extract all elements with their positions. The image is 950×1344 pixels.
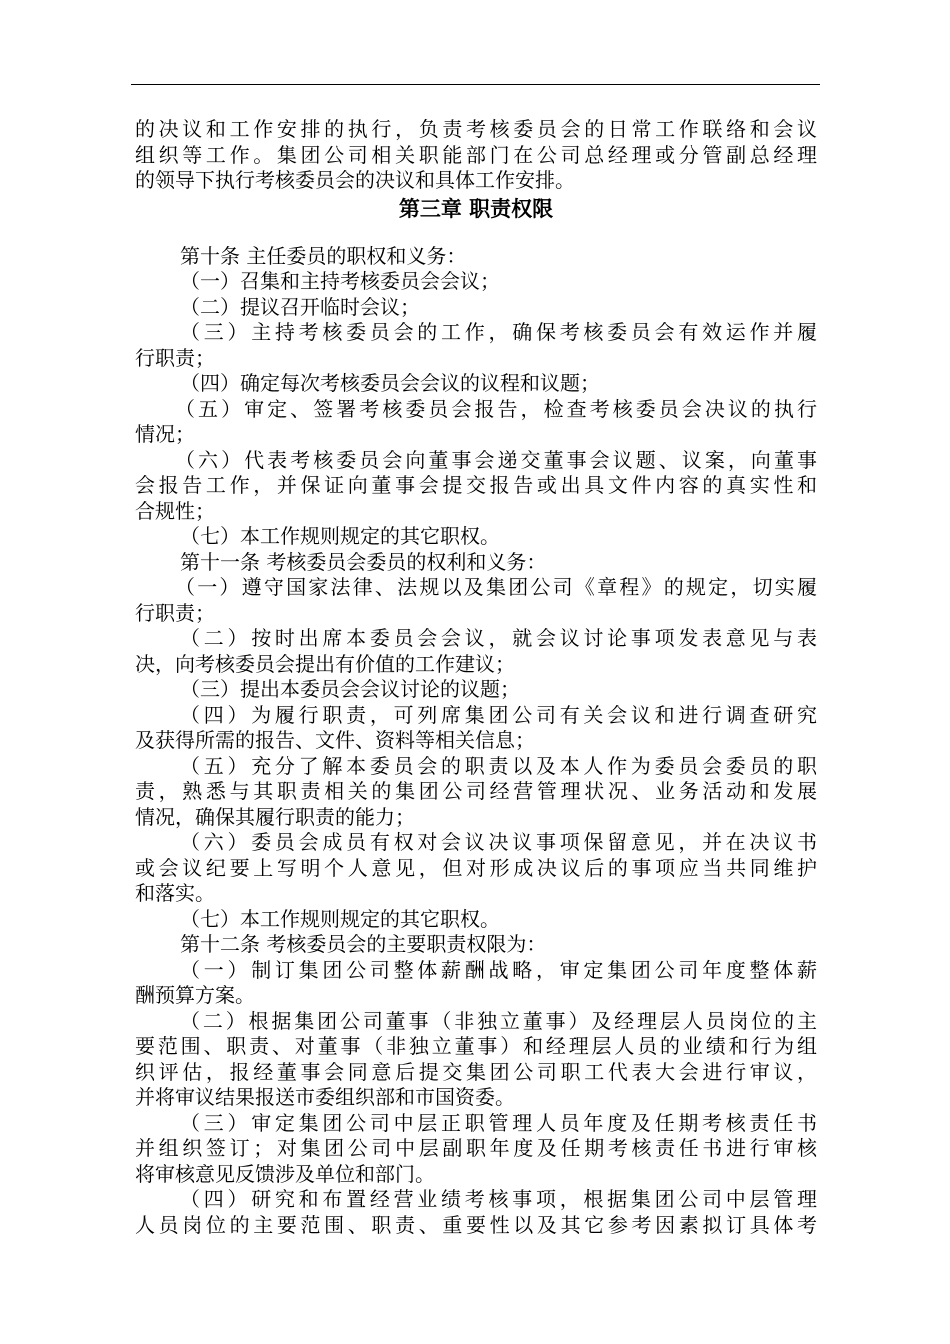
header-rule — [131, 84, 820, 85]
text-line: 人员岗位的主要范围、职责、重要性以及其它参考因素拟订具体考 — [135, 1212, 817, 1237]
text-line: 织评估，报经董事会同意后提交集团公司职工代表大会进行审议， — [135, 1059, 817, 1084]
text-line: 行职责； — [135, 600, 215, 625]
text-line: 组织等工作。集团公司相关职能部门在公司总经理或分管副总经理 — [135, 142, 817, 167]
list-item: （四）确定每次考核委员会会议的议程和议题； — [180, 371, 600, 395]
text-line: 酬预算方案。 — [135, 983, 255, 1007]
article-heading: 第十一条 考核委员会委员的权利和义务： — [180, 549, 547, 574]
list-item: （六）委员会成员有权对会议决议事项保留意见，并在决议书 — [180, 830, 817, 854]
list-item: （六）代表考核委员会向董事会递交董事会议题、议案，向董事 — [175, 447, 817, 472]
list-item: （五）审定、签署考核委员会报告，检查考核委员会决议的执行 — [175, 396, 817, 421]
text-line: 责，熟悉与其职责相关的集团公司经营管理状况、业务活动和发展 — [135, 779, 817, 803]
list-item: （一）遵守国家法律、法规以及集团公司《章程》的规定，切实履 — [175, 575, 817, 599]
list-item: （三）主持考核委员会的工作，确保考核委员会有效运作并履 — [180, 320, 817, 344]
text-line: 及获得所需的报告、文件、资料等相关信息； — [135, 728, 535, 752]
list-item: （二）按时出席本委员会会议，就会议讨论事项发表意见与表 — [180, 626, 817, 650]
list-item: （一）召集和主持考核委员会会议； — [180, 269, 500, 293]
text-line: 合规性； — [135, 498, 215, 523]
article-heading: 第十二条 考核委员会的主要职责权限为： — [180, 932, 547, 956]
text-line: 要范围、职责、对董事（非独立董事）和经理层人员的业绩和行为组 — [135, 1034, 817, 1058]
text-line: 并将审议结果报送市委组织部和市国资委。 — [135, 1085, 515, 1109]
text-line: 行职责； — [135, 345, 215, 370]
text-line: 和落实。 — [135, 881, 215, 905]
chapter-title: 第三章 职责权限 — [398, 196, 554, 221]
text-line: 决，向考核委员会提出有价值的工作建议； — [135, 651, 515, 676]
text-line: 将审核意见反馈涉及单位和部门。 — [135, 1161, 435, 1186]
list-item: （四）研究和布置经营业绩考核事项，根据集团公司中层管理 — [180, 1187, 817, 1211]
list-item: （七）本工作规则规定的其它职权。 — [180, 906, 500, 931]
article-heading: 第十条 主任委员的职权和义务： — [180, 243, 467, 268]
list-item: （二）根据集团公司董事（非独立董事）及经理层人员岗位的主 — [180, 1008, 817, 1033]
text-line: 或会议纪要上写明个人意见，但对形成决议后的事项应当共同维护 — [135, 855, 817, 880]
text-line: 会报告工作，并保证向董事会提交报告或出具文件内容的真实性和 — [135, 473, 817, 497]
list-item: （四）为履行职责，可列席集团公司有关会议和进行调查研究 — [180, 702, 817, 727]
document-body — [135, 117, 817, 1238]
list-item: （七）本工作规则规定的其它职权。 — [180, 524, 500, 548]
list-item: （二）提议召开临时会议； — [180, 294, 420, 319]
text-line: 并组织签订；对集团公司中层副职年度及任期考核责任书进行审核 — [135, 1136, 817, 1160]
text-line: 的领导下执行考核委员会的决议和具体工作安排。 — [135, 168, 575, 192]
text-line: 情况； — [135, 422, 195, 446]
list-item: （五）充分了解本委员会的职责以及本人作为委员会委员的职 — [180, 753, 817, 778]
list-item: （一）制订集团公司整体薪酬战略，审定集团公司年度整体薪 — [180, 957, 817, 982]
list-item: （三）提出本委员会会议讨论的议题； — [180, 677, 520, 701]
text-line: 的决议和工作安排的执行，负责考核委员会的日常工作联络和会议 — [135, 117, 817, 141]
list-item: （三）审定集团公司中层正职管理人员年度及任期考核责任书 — [180, 1110, 817, 1135]
text-line: 情况，确保其履行职责的能力； — [135, 804, 415, 829]
